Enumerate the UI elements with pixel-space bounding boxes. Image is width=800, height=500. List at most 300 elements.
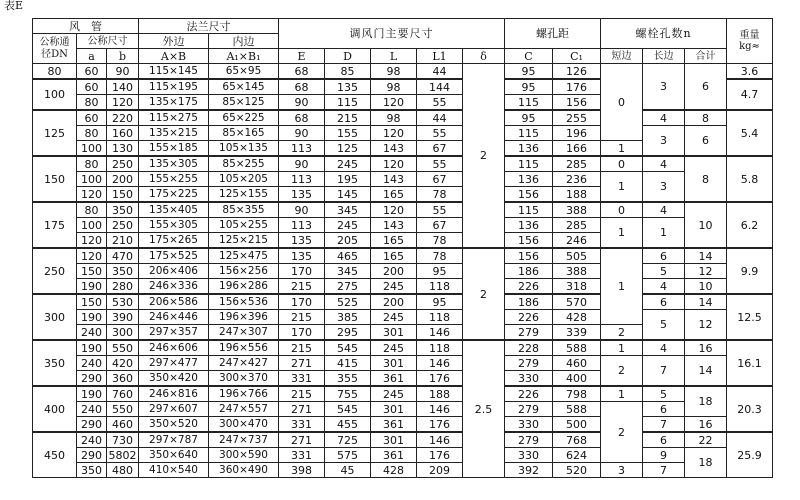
cell-l: 143 bbox=[371, 172, 417, 187]
header-weight-unit: kg≈ bbox=[739, 41, 760, 52]
cell-axb: 297×607 bbox=[139, 402, 209, 417]
cell-c1: 570 bbox=[553, 294, 601, 310]
header-nominal: 公称尺寸 bbox=[77, 34, 139, 49]
cell-axb: 350×420 bbox=[139, 371, 209, 387]
cell-c1: 520 bbox=[553, 463, 601, 478]
cell-c: 330 bbox=[505, 417, 553, 433]
cell-l1: 146 bbox=[417, 432, 463, 448]
cell-l1: 146 bbox=[417, 325, 463, 341]
cell-e: 90 bbox=[279, 156, 325, 172]
total-cell: 14 bbox=[685, 248, 727, 264]
cell-d: 465 bbox=[325, 248, 371, 264]
cell-a: 350 bbox=[77, 463, 107, 478]
dn-cell: 175 bbox=[33, 202, 77, 248]
cell-e: 215 bbox=[279, 386, 325, 402]
header-c1: C₁ bbox=[553, 49, 601, 64]
dn-cell: 150 bbox=[33, 156, 77, 202]
table-row bbox=[33, 448, 773, 463]
header-short-side: 短边 bbox=[601, 49, 643, 64]
cell-a: 150 bbox=[77, 264, 107, 279]
total-cell: 14 bbox=[685, 356, 727, 387]
cell-e: 113 bbox=[279, 218, 325, 233]
cell-a1b1: 105×205 bbox=[209, 172, 279, 187]
total-cell: 8 bbox=[685, 156, 727, 202]
cell-l: 301 bbox=[371, 402, 417, 417]
cell-a: 100 bbox=[77, 172, 107, 187]
cell-l: 428 bbox=[371, 463, 417, 478]
cell-a: 290 bbox=[77, 417, 107, 433]
cell-axb: 297×477 bbox=[139, 356, 209, 371]
cell-e: 170 bbox=[279, 294, 325, 310]
cell-e: 215 bbox=[279, 310, 325, 325]
table-row bbox=[33, 402, 773, 417]
cell-axb: 297×357 bbox=[139, 325, 209, 341]
long-side-cell: 9 bbox=[643, 448, 685, 463]
cell-b: 360 bbox=[107, 371, 139, 387]
cell-d: 125 bbox=[325, 141, 371, 157]
cell-l1: 44 bbox=[417, 64, 463, 80]
cell-e: 90 bbox=[279, 202, 325, 218]
cell-a1b1: 247×737 bbox=[209, 432, 279, 448]
long-side-cell: 5 bbox=[643, 310, 685, 341]
dn-cell: 350 bbox=[33, 340, 77, 386]
cell-d: 115 bbox=[325, 95, 371, 111]
cell-l: 361 bbox=[371, 448, 417, 463]
total-cell: 16 bbox=[685, 340, 727, 356]
cell-l: 120 bbox=[371, 95, 417, 111]
header-weight-label: 重量 bbox=[739, 30, 760, 41]
cell-e: 90 bbox=[279, 126, 325, 141]
cell-c1: 505 bbox=[553, 248, 601, 264]
cell-d: 755 bbox=[325, 386, 371, 402]
cell-axb: 350×520 bbox=[139, 417, 209, 433]
cell-axb: 175×225 bbox=[139, 187, 209, 203]
long-side-cell: 1 bbox=[643, 218, 685, 249]
cell-a: 190 bbox=[77, 386, 107, 402]
cell-c1: 588 bbox=[553, 402, 601, 417]
cell-a: 190 bbox=[77, 310, 107, 325]
cell-c1: 388 bbox=[553, 202, 601, 218]
cell-e: 113 bbox=[279, 172, 325, 187]
cell-axb: 350×640 bbox=[139, 448, 209, 463]
cell-axb: 410×540 bbox=[139, 463, 209, 478]
cell-d: 85 bbox=[325, 64, 371, 80]
cell-c1: 196 bbox=[553, 126, 601, 141]
dn-cell: 250 bbox=[33, 248, 77, 294]
cell-c: 330 bbox=[505, 371, 553, 387]
total-cell: 12 bbox=[685, 310, 727, 341]
cell-a1b1: 247×427 bbox=[209, 356, 279, 371]
cell-c1: 236 bbox=[553, 172, 601, 187]
cell-l1: 146 bbox=[417, 402, 463, 417]
cell-a1b1: 65×225 bbox=[209, 110, 279, 126]
table-row bbox=[33, 356, 773, 371]
short-side-cell: 0 bbox=[601, 64, 643, 141]
cell-e: 170 bbox=[279, 264, 325, 279]
cell-l1: 67 bbox=[417, 141, 463, 157]
cell-b: 420 bbox=[107, 356, 139, 371]
cell-c: 136 bbox=[505, 141, 553, 157]
cell-b: 730 bbox=[107, 432, 139, 448]
header-a: a bbox=[77, 49, 107, 64]
cell-c: 226 bbox=[505, 386, 553, 402]
long-side-cell: 4 bbox=[643, 110, 685, 126]
cell-a1b1: 125×155 bbox=[209, 187, 279, 203]
cell-axb: 175×525 bbox=[139, 248, 209, 264]
cell-b: 760 bbox=[107, 386, 139, 402]
total-cell: 22 bbox=[685, 432, 727, 448]
cell-c: 279 bbox=[505, 432, 553, 448]
cell-l: 301 bbox=[371, 432, 417, 448]
cell-a1b1: 85×255 bbox=[209, 156, 279, 172]
cell-e: 135 bbox=[279, 187, 325, 203]
header-delta: δ bbox=[463, 49, 505, 64]
cell-b: 200 bbox=[107, 172, 139, 187]
table-row bbox=[33, 172, 773, 187]
cell-a1b1: 196×396 bbox=[209, 310, 279, 325]
cell-a1b1: 65×145 bbox=[209, 79, 279, 95]
cell-a1b1: 105×135 bbox=[209, 141, 279, 157]
cell-d: 195 bbox=[325, 172, 371, 187]
cell-e: 331 bbox=[279, 371, 325, 387]
table-row bbox=[33, 340, 773, 356]
cell-axb: 135×175 bbox=[139, 95, 209, 111]
table-row bbox=[33, 126, 773, 141]
cell-a: 290 bbox=[77, 371, 107, 387]
long-side-cell: 4 bbox=[643, 340, 685, 356]
cell-e: 68 bbox=[279, 110, 325, 126]
cell-b: 250 bbox=[107, 156, 139, 172]
header-axb: A×B bbox=[139, 49, 209, 64]
cell-l1: 118 bbox=[417, 310, 463, 325]
weight-cell: 25.9 bbox=[727, 432, 773, 478]
cell-l: 120 bbox=[371, 156, 417, 172]
cell-c1: 246 bbox=[553, 233, 601, 249]
short-side-cell: 2 bbox=[601, 402, 643, 463]
total-cell: 8 bbox=[685, 110, 727, 126]
cell-e: 331 bbox=[279, 417, 325, 433]
cell-b: 390 bbox=[107, 310, 139, 325]
cell-d: 345 bbox=[325, 202, 371, 218]
cell-a1b1: 85×165 bbox=[209, 126, 279, 141]
weight-cell: 16.1 bbox=[727, 340, 773, 386]
cell-l1: 95 bbox=[417, 294, 463, 310]
table-row bbox=[33, 432, 773, 448]
cell-axb: 246×606 bbox=[139, 340, 209, 356]
cell-b: 220 bbox=[107, 110, 139, 126]
spec-body bbox=[33, 64, 773, 478]
cell-a: 80 bbox=[77, 95, 107, 111]
cell-a1b1: 156×536 bbox=[209, 294, 279, 310]
cell-c1: 624 bbox=[553, 448, 601, 463]
cell-l: 143 bbox=[371, 218, 417, 233]
cell-l: 245 bbox=[371, 340, 417, 356]
cell-d: 525 bbox=[325, 294, 371, 310]
cell-a1b1: 196×286 bbox=[209, 279, 279, 295]
short-side-cell: 1 bbox=[601, 386, 643, 402]
cell-axb: 115×145 bbox=[139, 64, 209, 80]
cell-d: 355 bbox=[325, 371, 371, 387]
cell-l: 98 bbox=[371, 64, 417, 80]
long-side-cell: 7 bbox=[643, 463, 685, 478]
long-side-cell: 7 bbox=[643, 417, 685, 433]
cell-a: 240 bbox=[77, 325, 107, 341]
header-e: E bbox=[279, 49, 325, 64]
cell-l1: 176 bbox=[417, 448, 463, 463]
long-side-cell: 6 bbox=[643, 402, 685, 417]
cell-l1: 55 bbox=[417, 126, 463, 141]
cell-l1: 118 bbox=[417, 279, 463, 295]
cell-b: 160 bbox=[107, 126, 139, 141]
cell-l1: 78 bbox=[417, 233, 463, 249]
cell-l1: 44 bbox=[417, 110, 463, 126]
long-side-cell: 4 bbox=[643, 156, 685, 172]
cell-e: 170 bbox=[279, 325, 325, 341]
long-side-cell: 3 bbox=[643, 64, 685, 111]
cell-e: 271 bbox=[279, 402, 325, 417]
cell-a: 190 bbox=[77, 340, 107, 356]
short-side-cell: 1 bbox=[601, 248, 643, 325]
short-side-cell: 1 bbox=[601, 340, 643, 356]
total-cell: 6 bbox=[685, 64, 727, 111]
cell-b: 210 bbox=[107, 233, 139, 249]
cell-e: 398 bbox=[279, 463, 325, 478]
cell-e: 90 bbox=[279, 95, 325, 111]
cell-a1b1: 247×557 bbox=[209, 402, 279, 417]
short-side-cell: 0 bbox=[601, 202, 643, 218]
cell-c: 136 bbox=[505, 218, 553, 233]
cell-b: 350 bbox=[107, 264, 139, 279]
cell-e: 135 bbox=[279, 233, 325, 249]
cell-a1b1: 65×95 bbox=[209, 64, 279, 80]
delta-cell: 2.5 bbox=[463, 340, 505, 478]
cell-l1: 209 bbox=[417, 463, 463, 478]
table-row bbox=[33, 279, 773, 295]
total-cell: 14 bbox=[685, 294, 727, 310]
cell-a1b1: 300×470 bbox=[209, 417, 279, 433]
cell-a: 240 bbox=[77, 432, 107, 448]
cell-d: 205 bbox=[325, 233, 371, 249]
cell-c: 392 bbox=[505, 463, 553, 478]
cell-c: 186 bbox=[505, 294, 553, 310]
table-row bbox=[33, 463, 773, 478]
header-outer: 外边 bbox=[139, 34, 209, 49]
cell-c1: 255 bbox=[553, 110, 601, 126]
cell-b: 460 bbox=[107, 417, 139, 433]
cell-l: 245 bbox=[371, 386, 417, 402]
cell-b: 530 bbox=[107, 294, 139, 310]
cell-c: 156 bbox=[505, 248, 553, 264]
cell-l: 98 bbox=[371, 110, 417, 126]
dn-cell: 125 bbox=[33, 110, 77, 156]
cell-c1: 460 bbox=[553, 356, 601, 371]
cell-axb: 206×586 bbox=[139, 294, 209, 310]
cell-b: 140 bbox=[107, 79, 139, 95]
total-cell: 18 bbox=[685, 448, 727, 478]
cell-e: 215 bbox=[279, 340, 325, 356]
cell-c: 226 bbox=[505, 310, 553, 325]
cell-d: 455 bbox=[325, 417, 371, 433]
long-side-cell: 4 bbox=[643, 279, 685, 295]
dn-cell: 80 bbox=[33, 64, 77, 80]
cell-b: 550 bbox=[107, 402, 139, 417]
total-cell: 16 bbox=[685, 417, 727, 433]
cell-l1: 78 bbox=[417, 187, 463, 203]
cell-d: 345 bbox=[325, 264, 371, 279]
cell-b: 470 bbox=[107, 248, 139, 264]
cell-c1: 768 bbox=[553, 432, 601, 448]
cell-l1: 55 bbox=[417, 156, 463, 172]
short-side-cell: 2 bbox=[601, 356, 643, 387]
table-row bbox=[33, 248, 773, 264]
cell-a: 60 bbox=[77, 79, 107, 95]
cell-d: 135 bbox=[325, 79, 371, 95]
header-a1xb1: A₁×B₁ bbox=[209, 49, 279, 64]
cell-c1: 156 bbox=[553, 95, 601, 111]
table-row bbox=[33, 386, 773, 402]
cell-l1: 67 bbox=[417, 218, 463, 233]
cell-a1b1: 125×475 bbox=[209, 248, 279, 264]
long-side-cell: 3 bbox=[643, 126, 685, 157]
cell-c1: 285 bbox=[553, 218, 601, 233]
cell-axb: 246×446 bbox=[139, 310, 209, 325]
total-cell: 18 bbox=[685, 386, 727, 417]
cell-axb: 246×336 bbox=[139, 279, 209, 295]
total-cell: 6 bbox=[685, 126, 727, 157]
cell-c: 186 bbox=[505, 264, 553, 279]
cell-a: 100 bbox=[77, 218, 107, 233]
cell-c: 95 bbox=[505, 79, 553, 95]
cell-d: 575 bbox=[325, 448, 371, 463]
cell-l: 143 bbox=[371, 141, 417, 157]
cell-c: 279 bbox=[505, 402, 553, 417]
cell-d: 245 bbox=[325, 156, 371, 172]
weight-cell: 5.8 bbox=[727, 156, 773, 202]
cell-l1: 146 bbox=[417, 356, 463, 371]
cell-axb: 135×305 bbox=[139, 156, 209, 172]
cell-l1: 55 bbox=[417, 202, 463, 218]
cell-l: 165 bbox=[371, 233, 417, 249]
long-side-cell: 5 bbox=[643, 264, 685, 279]
cell-b: 90 bbox=[107, 64, 139, 80]
cell-l1: 144 bbox=[417, 79, 463, 95]
short-side-cell: 1 bbox=[601, 218, 643, 249]
cell-c1: 428 bbox=[553, 310, 601, 325]
cell-c: 279 bbox=[505, 356, 553, 371]
cell-l: 200 bbox=[371, 264, 417, 279]
cell-e: 68 bbox=[279, 79, 325, 95]
total-cell: 10 bbox=[685, 279, 727, 295]
header-bolt-count: 螺栓孔数n bbox=[601, 19, 727, 49]
cell-l1: 55 bbox=[417, 95, 463, 111]
cell-a1b1: 196×556 bbox=[209, 340, 279, 356]
cell-a1b1: 125×215 bbox=[209, 233, 279, 249]
cell-a1b1: 300×590 bbox=[209, 448, 279, 463]
cell-axb: 115×275 bbox=[139, 110, 209, 126]
cell-e: 215 bbox=[279, 279, 325, 295]
cell-c1: 388 bbox=[553, 264, 601, 279]
header-weight bbox=[727, 19, 773, 64]
cell-c1: 166 bbox=[553, 141, 601, 157]
cell-l1: 78 bbox=[417, 248, 463, 264]
table-row bbox=[33, 417, 773, 433]
cell-b: 480 bbox=[107, 463, 139, 478]
cell-c: 95 bbox=[505, 64, 553, 80]
cell-a: 240 bbox=[77, 402, 107, 417]
cell-e: 331 bbox=[279, 448, 325, 463]
header-dn-line1: 公称通 bbox=[39, 36, 70, 48]
cell-axb: 135×405 bbox=[139, 202, 209, 218]
header-dn-line2: 径DN bbox=[41, 48, 68, 60]
cell-d: 275 bbox=[325, 279, 371, 295]
cell-l: 301 bbox=[371, 325, 417, 341]
cell-l: 200 bbox=[371, 294, 417, 310]
weight-cell: 12.5 bbox=[727, 294, 773, 340]
cell-a: 120 bbox=[77, 187, 107, 203]
cell-a1b1: 105×255 bbox=[209, 218, 279, 233]
long-side-cell: 6 bbox=[643, 432, 685, 448]
cell-c: 156 bbox=[505, 233, 553, 249]
header-dn bbox=[33, 34, 77, 64]
cell-l1: 95 bbox=[417, 264, 463, 279]
cell-a: 150 bbox=[77, 294, 107, 310]
header-row-3 bbox=[33, 49, 773, 64]
cell-e: 271 bbox=[279, 356, 325, 371]
table-row bbox=[33, 264, 773, 279]
cell-c: 115 bbox=[505, 126, 553, 141]
cell-d: 415 bbox=[325, 356, 371, 371]
cell-axb: 206×406 bbox=[139, 264, 209, 279]
cell-c: 226 bbox=[505, 279, 553, 295]
cell-a: 80 bbox=[77, 202, 107, 218]
cell-e: 68 bbox=[279, 64, 325, 80]
long-side-cell: 3 bbox=[643, 172, 685, 203]
cell-c: 330 bbox=[505, 448, 553, 463]
cell-b: 250 bbox=[107, 218, 139, 233]
table-row bbox=[33, 294, 773, 310]
cell-l: 301 bbox=[371, 356, 417, 371]
cell-a1b1: 85×125 bbox=[209, 95, 279, 111]
cell-l1: 67 bbox=[417, 172, 463, 187]
cell-c: 156 bbox=[505, 187, 553, 203]
cell-axb: 135×215 bbox=[139, 126, 209, 141]
cell-l: 361 bbox=[371, 417, 417, 433]
cell-a1b1: 360×490 bbox=[209, 463, 279, 478]
header-inner: 内边 bbox=[209, 34, 279, 49]
cell-d: 295 bbox=[325, 325, 371, 341]
cell-axb: 155×255 bbox=[139, 172, 209, 187]
cell-l: 165 bbox=[371, 187, 417, 203]
long-side-cell: 7 bbox=[643, 356, 685, 387]
cell-c: 136 bbox=[505, 172, 553, 187]
cell-a: 190 bbox=[77, 279, 107, 295]
cell-c: 115 bbox=[505, 95, 553, 111]
cell-c1: 318 bbox=[553, 279, 601, 295]
weight-cell: 6.2 bbox=[727, 202, 773, 248]
dn-cell: 100 bbox=[33, 79, 77, 110]
cell-a: 80 bbox=[77, 156, 107, 172]
cell-c: 228 bbox=[505, 340, 553, 356]
cell-a1b1: 300×370 bbox=[209, 371, 279, 387]
cell-d: 245 bbox=[325, 218, 371, 233]
weight-cell: 9.9 bbox=[727, 248, 773, 294]
dn-cell: 400 bbox=[33, 386, 77, 432]
cell-d: 385 bbox=[325, 310, 371, 325]
cell-a: 120 bbox=[77, 233, 107, 249]
cell-c1: 588 bbox=[553, 340, 601, 356]
cell-a: 120 bbox=[77, 248, 107, 264]
header-l1: L1 bbox=[417, 49, 463, 64]
